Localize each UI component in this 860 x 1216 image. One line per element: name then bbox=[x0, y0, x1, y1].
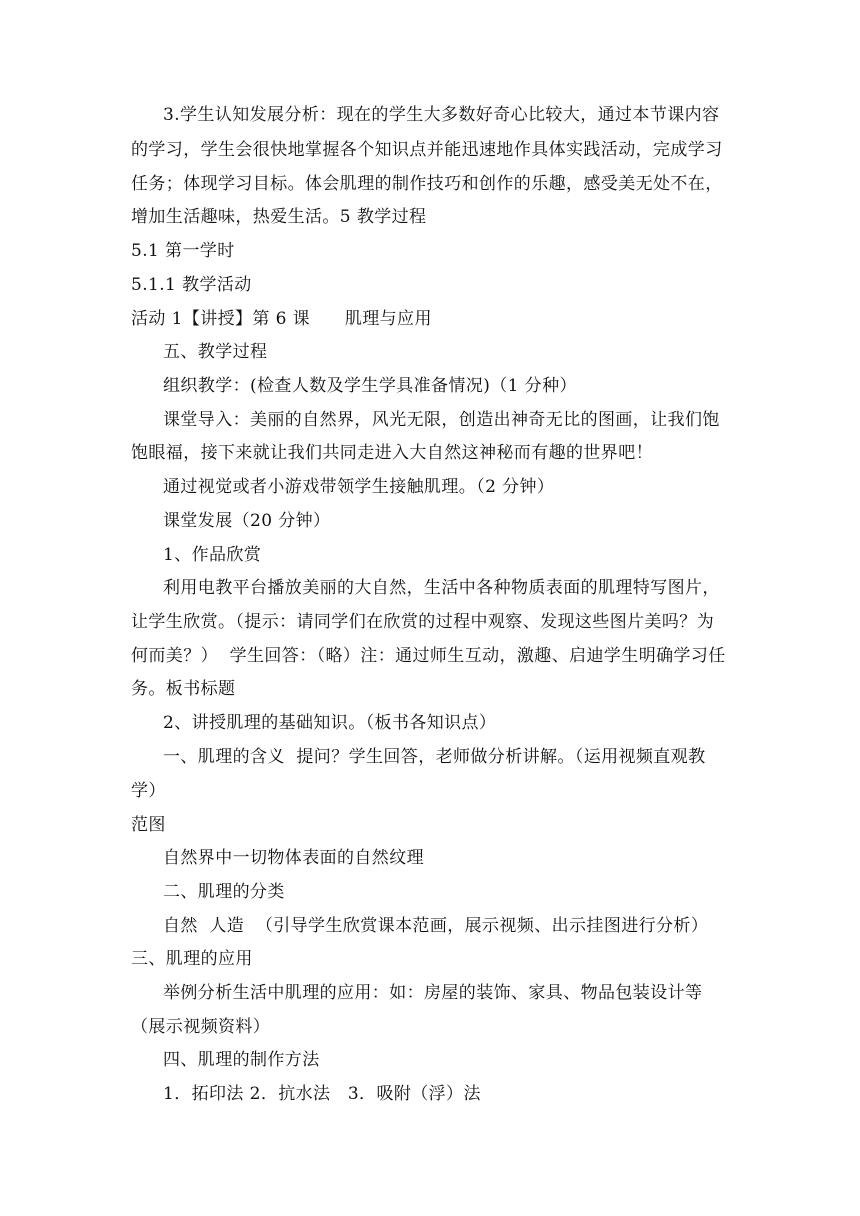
paragraph-line: 何而美？） 学生回答：（略）注：通过师生互动，激趣、启迪学生明确学习任 bbox=[131, 646, 726, 666]
paragraph-line: 自然界中一切物体表面的自然纹理 bbox=[163, 848, 424, 868]
paragraph-line: 二、肌理的分类 bbox=[163, 882, 285, 902]
section-heading: 5.1.1 教学活动 bbox=[131, 275, 252, 295]
paragraph-line: 1．拓印法 2．抗水法 3．吸附（浮）法 bbox=[163, 1084, 481, 1104]
paragraph-line: 学） bbox=[131, 781, 166, 801]
paragraph-line: 一、肌理的含义 提问？学生回答，老师做分析讲解。（运用视频直观教 bbox=[163, 747, 706, 767]
activity-heading: 活动 1【讲授】第 6 课 肌理与应用 bbox=[131, 309, 432, 329]
paragraph-line: （展示视频资料） bbox=[131, 1017, 271, 1037]
paragraph-line: 范图 bbox=[131, 815, 166, 835]
paragraph-line: 任务；体现学习目标。体会肌理的制作技巧和创作的乐趣，感受美无处不在， bbox=[131, 174, 723, 194]
paragraph-line: 务。板书标题 bbox=[131, 679, 236, 699]
paragraph-line: 的学习，学生会很快地掌握各个知识点并能迅速地作具体实践活动，完成学习 bbox=[131, 140, 723, 160]
paragraph-line: 举例分析生活中肌理的应用：如：房屋的装饰、家具、物品包装设计等 bbox=[163, 983, 703, 1003]
paragraph-line: 让学生欣赏。（提示：请同学们在欣赏的过程中观察、发现这些图片美吗？为 bbox=[131, 612, 715, 632]
paragraph-line: 自然 人造 （引导学生欣赏课本范画，展示视频、出示挂图进行分析） bbox=[163, 916, 709, 936]
paragraph-line: 2、讲授肌理的基础知识。（板书各知识点） bbox=[163, 713, 497, 733]
paragraph-line: 通过视觉或者小游戏带领学生接触肌理。（2 分钟） bbox=[163, 477, 555, 497]
paragraph-line: 四、肌理的制作方法 bbox=[163, 1050, 320, 1070]
paragraph-line: 3.学生认知发展分析：现在的学生大多数好奇心比较大，通过本节课内容 bbox=[163, 105, 720, 125]
paragraph-line: 五、教学过程 bbox=[163, 342, 268, 362]
paragraph-line: 组织教学：(检查人数及学生学具准备情况)（1 分种） bbox=[163, 376, 577, 396]
paragraph-line: 利用电教平台播放美丽的大自然，生活中各种物质表面的肌理特写图片， bbox=[163, 578, 720, 598]
paragraph-line: 课堂导入：美丽的自然界，风光无限，创造出神奇无比的图画，让我们饱 bbox=[163, 410, 720, 430]
paragraph-line: 饱眼福，接下来就让我们共同走进入大自然这神秘而有趣的世界吧！ bbox=[131, 443, 653, 463]
section-heading: 5.1 第一学时 bbox=[131, 241, 235, 261]
paragraph-line: 三、肌理的应用 bbox=[131, 949, 253, 969]
paragraph-line: 1、作品欣赏 bbox=[163, 545, 262, 565]
paragraph-line: 增加生活趣味，热爱生活。5 教学过程 bbox=[131, 207, 427, 227]
paragraph-line: 课堂发展（20 分钟） bbox=[163, 511, 331, 531]
